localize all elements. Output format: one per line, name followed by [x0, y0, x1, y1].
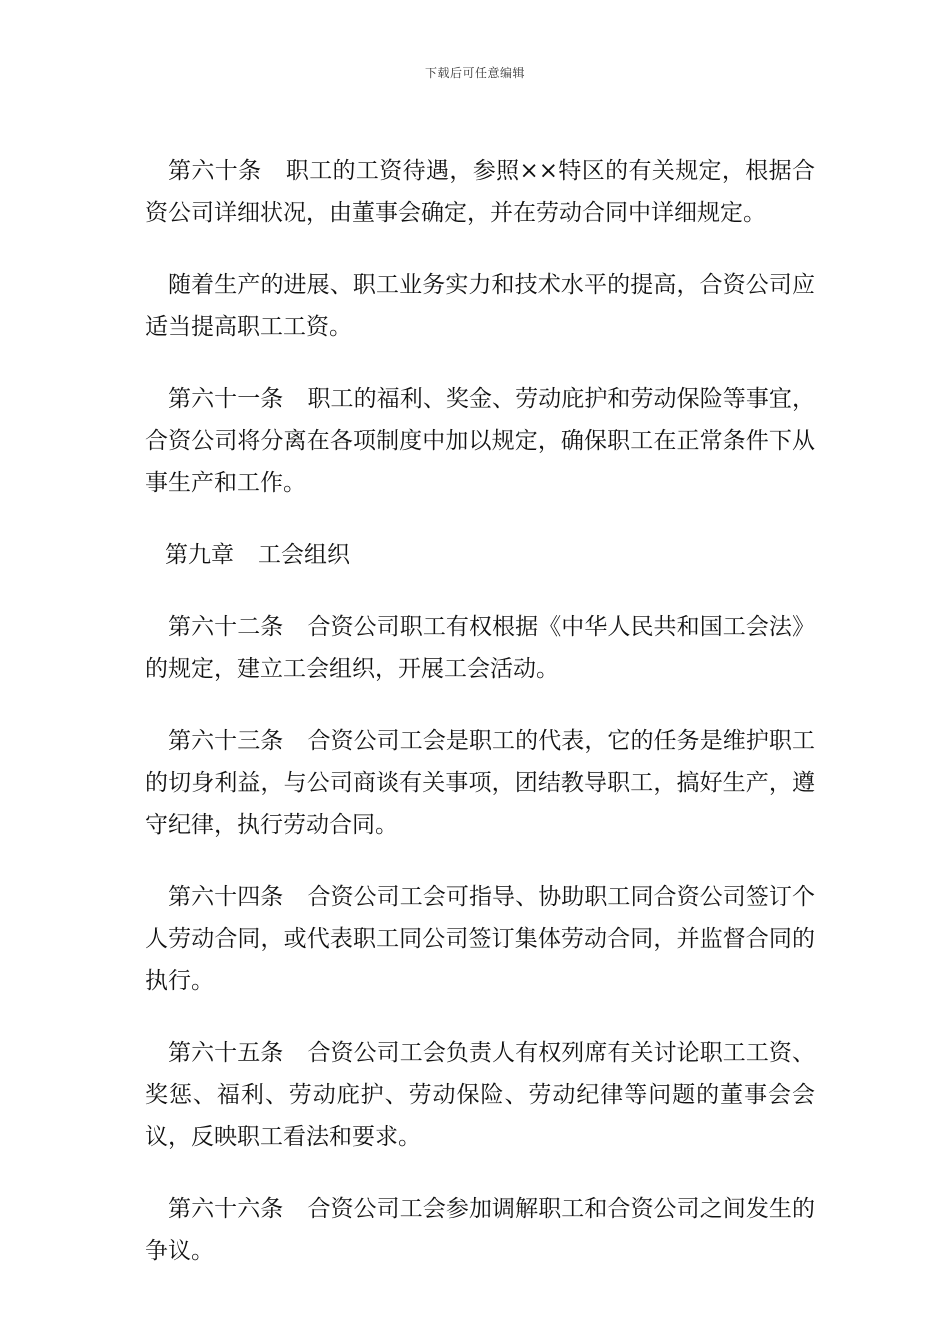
article-64 — [145, 876, 815, 1002]
article-61 — [145, 378, 815, 504]
article-text: 职工的工资待遇，参照××特区的有关规定，根据合资公司详细状况，由董事会确定，并在劳动合同中详细规定。 — [145, 158, 816, 226]
article-number: 第六十六条 — [168, 1196, 284, 1222]
article-60 — [145, 150, 815, 234]
article-text: 合资公司工会参加调解职工和合资公司之间发生的争议。 — [145, 1196, 816, 1264]
article-number: 第六十二条 — [168, 614, 284, 640]
article-text: 职工的福利、奖金、劳动庇护和劳动保险等事宜，合资公司将分离在各项制度中加以规定，确保职工在正常条件下从事生产和工作。 — [145, 386, 816, 496]
article-text: 合资公司职工有权根据《中华人民共和国工会法》的规定，建立工会组织，开展工会活动。 — [145, 614, 816, 682]
article-number: 第六十五条 — [168, 1040, 284, 1066]
chapter-number: 第九章 — [165, 542, 234, 568]
article-60-continuation — [145, 264, 815, 348]
article-number: 第六十一条 — [168, 386, 284, 412]
page-header-note: 下载后可任意编辑 — [424, 66, 525, 80]
article-63 — [145, 720, 815, 846]
article-65 — [145, 1032, 815, 1158]
paragraph-text: 随着生产的进展、职工业务实力和技术水平的提高，合资公司应适当提高职工工资。 — [145, 272, 815, 340]
article-66 — [145, 1188, 815, 1272]
article-text: 合资公司工会是职工的代表，它的任务是维护职工的切身利益，与公司商谈有关事项，团结教导职工，搞好生产，遵守纪律，执行劳动合同。 — [145, 728, 816, 838]
article-62 — [145, 606, 815, 690]
article-text: 合资公司工会可指导、协助职工同合资公司签订个人劳动合同，或代表职工同公司签订集体劳动合同，并监督合同的执行。 — [145, 884, 816, 994]
article-number: 第六十三条 — [168, 728, 284, 754]
article-text: 合资公司工会负责人有权列席有关讨论职工工资、奖惩、福利、劳动庇护、劳动保险、劳动纪律等问题的董事会会议，反映职工看法和要求。 — [145, 1040, 816, 1150]
document-body — [145, 150, 815, 1272]
chapter-heading — [145, 534, 815, 576]
chapter-title: 工会组织 — [258, 542, 350, 568]
article-number: 第六十四条 — [168, 884, 284, 910]
article-number: 第六十条 — [168, 158, 262, 184]
